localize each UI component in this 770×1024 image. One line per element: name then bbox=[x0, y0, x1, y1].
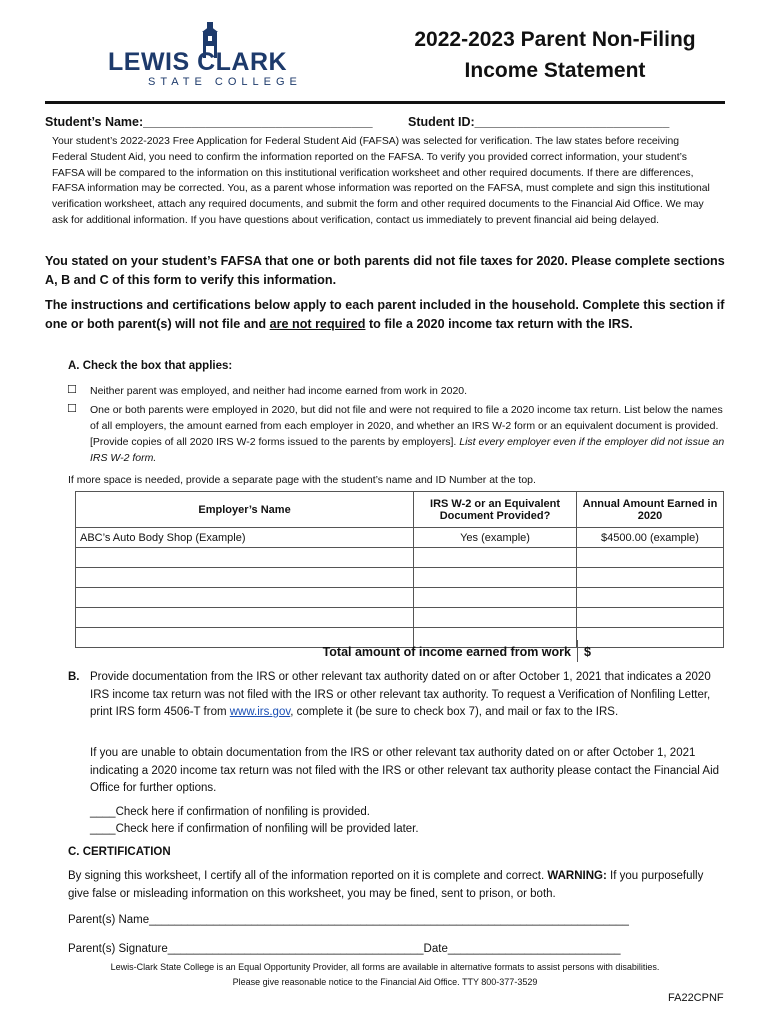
example-employer-cell: ABC’s Auto Body Shop (Example) bbox=[76, 528, 414, 548]
title-line-1: 2022-2023 Parent Non-Filing bbox=[414, 28, 696, 51]
section-b-paragraph-2: If you are unable to obtain documentation from the IRS or other relevant tax authority dated on or after October 1, 2021 indicating a 2020 income tax return was not filed with the IRS or other relevant tax authority please contact the Financial Aid Office for further options. bbox=[90, 747, 720, 794]
w2-input-cell[interactable] bbox=[414, 608, 577, 628]
instructions-underlined: are not required bbox=[269, 317, 366, 331]
logo-main-text: LEWIS CLARK bbox=[108, 48, 288, 76]
example-w2-cell: Yes (example) bbox=[414, 528, 577, 548]
certification-text-b: If you purposefully give false or misleading information on this worksheet, you may be fined, sent to prison, or both. bbox=[68, 870, 704, 900]
table-row bbox=[76, 528, 724, 548]
instructions-part1: The instructions and certifications below apply to each parent included in the household. Complete this section if one or both parent(s) will not file and bbox=[45, 298, 725, 331]
employer-input-cell[interactable] bbox=[76, 588, 414, 608]
student-name-field[interactable]: Student’s Name:_________________________________ bbox=[45, 115, 373, 129]
certification-text-a: By signing this worksheet, I certify all of the information reported on it is complete and correct. bbox=[68, 870, 548, 882]
table-row bbox=[76, 608, 724, 628]
title-line-2: Income Statement bbox=[464, 59, 646, 82]
check-nonfiling-later[interactable]: ____Check here if confirmation of nonfiling will be provided later. bbox=[90, 823, 419, 835]
footer-equal-opportunity: Lewis-Clark State College is an Equal Opportunity Provider, all forms are available in alternative formats to assist persons with disabilities. bbox=[110, 962, 660, 972]
certification-paragraph bbox=[68, 868, 723, 903]
option-employed-italic: List every employer even if the employer did not issue an IRS W-2 form. bbox=[90, 436, 725, 464]
header-divider bbox=[45, 101, 725, 104]
option-employed-not-filed bbox=[90, 402, 726, 466]
warning-label: WARNING: bbox=[547, 870, 607, 882]
footer-tty: Please give reasonable notice to the Financial Aid Office. TTY 800-377-3529 bbox=[232, 977, 538, 987]
section-a-heading: A. Check the box that applies: bbox=[68, 360, 233, 372]
instructions-part2: to file a 2020 income tax return with the IRS. bbox=[365, 317, 633, 331]
section-b-text-b: , complete it (be sure to check box 7), and mail or fax to the IRS. bbox=[290, 706, 619, 718]
total-label: Total amount of income earned from work bbox=[322, 645, 571, 659]
parent-name-field[interactable]: Parent(s) Name___________________________________________________________________________ bbox=[68, 914, 629, 926]
checkbox-employed-not-filed[interactable]: ☐ bbox=[67, 403, 77, 415]
intro-paragraph: Your student’s 2022-2023 Free Application for Federal Student Aid (FAFSA) was selected for verification. The law states before receiving Federal Student Aid, you need to confirm the information reported on the FAFSA. To verify you provided correct information, your student’s FAFSA will be compared to the information on this institutional verification worksheet and other required documents. If there are differences, FAFSA information may be corrected. You, as a parent whose information was reported on the FAFSA, must complete and sign this institutional verification worksheet, attach any required documents, and submit the form and other required documents to the Financial Aid Office. We may ask for additional information. If you have questions about verification, contact us immediately to prevent financial aid being delayed. bbox=[52, 136, 710, 226]
table-header-row bbox=[76, 492, 724, 528]
total-amount-field[interactable]: $ bbox=[584, 645, 591, 659]
amount-input-cell[interactable] bbox=[576, 568, 723, 588]
section-b-label: B. bbox=[68, 671, 80, 683]
amount-input-cell[interactable] bbox=[576, 608, 723, 628]
page-title bbox=[390, 24, 720, 86]
instructions-statement bbox=[45, 296, 725, 334]
irs-link[interactable]: www.irs.gov bbox=[229, 706, 291, 718]
option-neither-employed: Neither parent was employed, and neither had income earned from work in 2020. bbox=[90, 385, 468, 397]
section-c-heading: C. CERTIFICATION bbox=[68, 846, 171, 858]
more-space-note: If more space is needed, provide a separate page with the student’s name and ID Number at the top. bbox=[68, 474, 536, 486]
w2-input-cell[interactable] bbox=[414, 588, 577, 608]
table-row bbox=[76, 548, 724, 568]
employer-input-cell[interactable] bbox=[76, 548, 414, 568]
employer-table bbox=[75, 491, 724, 648]
example-amount-cell: $4500.00 (example) bbox=[576, 528, 723, 548]
amount-input-cell[interactable] bbox=[576, 588, 723, 608]
check-nonfiling-provided[interactable]: ____Check here if confirmation of nonfiling is provided. bbox=[90, 806, 370, 818]
fafsa-statement: You stated on your student’s FAFSA that one or both parents did not file taxes for 2020. Please complete sections A, B and C of this form to verify this information. bbox=[45, 254, 725, 287]
logo-sub-text: STATE COLLEGE bbox=[148, 76, 302, 88]
student-id-field[interactable]: Student ID:____________________________ bbox=[408, 115, 670, 129]
w2-input-cell[interactable] bbox=[414, 568, 577, 588]
section-b-paragraph-1 bbox=[90, 669, 722, 722]
checkbox-neither-employed[interactable]: ☐ bbox=[67, 384, 77, 396]
employer-input-cell[interactable] bbox=[76, 568, 414, 588]
form-code: FA22CPNF bbox=[668, 992, 724, 1004]
total-divider bbox=[577, 640, 578, 662]
option-employed-text: One or both parents were employed in 2020, but did not file and were not required to file a 2020 income tax return. List below the names of all employers, the amount earned from each employer in 2020, and whether an IRS W-2 form or an equivalent document is provided. [Provide copies of all 2020 IRS W-2 forms issued to the parents by employers]. bbox=[90, 404, 723, 448]
amount-input-cell[interactable] bbox=[576, 628, 723, 648]
table-row bbox=[76, 588, 724, 608]
employer-input-cell[interactable] bbox=[76, 608, 414, 628]
college-logo bbox=[108, 22, 328, 86]
table-row bbox=[76, 568, 724, 588]
section-b-text-a: Provide documentation from the IRS or other relevant tax authority dated on or after October 1, 2021 that indicates a 2020 IRS income tax return was not filed with the IRS or other relevant tax authority. To request a Verification of Nonfiling Letter, print IRS form 4506-T from bbox=[90, 671, 711, 718]
header-w2-provided: IRS W-2 or an Equivalent Document Provided? bbox=[414, 492, 577, 528]
amount-input-cell[interactable] bbox=[576, 548, 723, 568]
w2-input-cell[interactable] bbox=[414, 548, 577, 568]
header-annual-amount: Annual Amount Earned in 2020 bbox=[576, 492, 723, 528]
parent-signature-field[interactable]: Parent(s) Signature________________________________________Date___________________________ bbox=[68, 943, 621, 955]
header-employer-name: Employer’s Name bbox=[76, 492, 414, 528]
